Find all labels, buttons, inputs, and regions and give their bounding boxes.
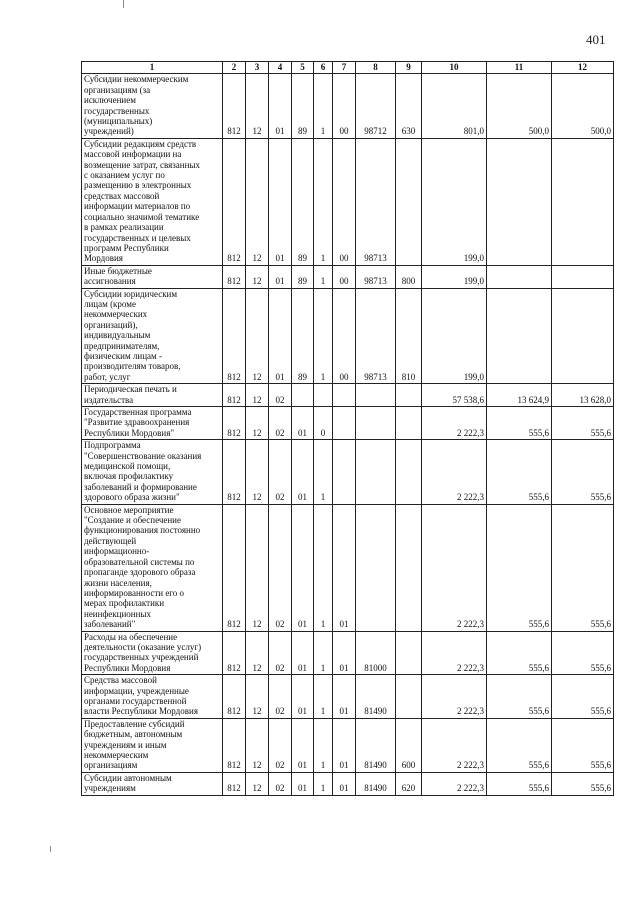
subprogram-code: 1 [314,74,333,138]
program-code: 89 [292,265,314,288]
program-code: 01 [292,718,314,772]
column-header-4: 4 [269,62,292,74]
amount-year-3: 13 628,0 [552,384,614,407]
row-name: Средства массовой информации, учрежденные органами государственной власти Республики Мордовия [82,675,223,719]
admin-code: 812 [223,504,246,631]
subprogram-code: 1 [314,772,333,795]
row-name: Подпрограмма "Совершенствование оказания медицинской помощи, включая профилактику заболеваний и формирование здорового образа жизни" [82,440,223,504]
column-header-2: 2 [223,62,246,74]
amount-year-2: 555,6 [487,407,552,440]
subsection-code: 02 [269,504,292,631]
subsection-code: 02 [269,631,292,675]
table-row [82,440,614,504]
subsection-code: 02 [269,718,292,772]
program-code: 01 [292,407,314,440]
row-name: Государственная программа "Развитие здравоохранения Республики Мордовия" [82,407,223,440]
expense-type-code: 620 [396,772,422,795]
column-header-5: 5 [292,62,314,74]
amount-year-3: 500,0 [552,74,614,138]
amount-year-2 [487,138,552,265]
expense-type-code: 810 [396,288,422,384]
section-code: 12 [246,631,269,675]
column-header-11: 11 [487,62,552,74]
section-code: 12 [246,718,269,772]
admin-code: 812 [223,675,246,719]
amount-year-3: 555,6 [552,504,614,631]
amount-year-2: 555,6 [487,718,552,772]
admin-code: 812 [223,440,246,504]
activity-code: 01 [333,504,356,631]
amount-year-1: 199,0 [422,265,487,288]
amount-year-3 [552,265,614,288]
section-code: 12 [246,265,269,288]
amount-year-2: 500,0 [487,74,552,138]
amount-year-1: 2 222,3 [422,675,487,719]
program-code [292,384,314,407]
amount-year-3: 555,6 [552,772,614,795]
row-name: Субсидии некоммерческим организациям (за исключением государственных (муниципальных) учреждений) [82,74,223,138]
row-name: Основное мероприятие "Создание и обеспечение функционирования постоянно действующей информационно- образовательной системы по пропаганде здорового образа жизни населения, информированности его о мерах профилактики неинфекционных заболеваний" [82,504,223,631]
activity-code: 01 [333,675,356,719]
amount-year-1: 57 538,6 [422,384,487,407]
amount-year-3: 555,6 [552,440,614,504]
scan-speck [50,846,51,852]
row-name: Иные бюджетные ассигнования [82,265,223,288]
table-row [82,138,614,265]
subprogram-code: 1 [314,718,333,772]
activity-code [333,407,356,440]
amount-year-2: 555,6 [487,631,552,675]
program-code: 01 [292,504,314,631]
subsection-code: 01 [269,138,292,265]
program-code: 89 [292,74,314,138]
column-header-7: 7 [333,62,356,74]
subprogram-code: 1 [314,631,333,675]
program-code: 01 [292,631,314,675]
expense-direction-code: 81490 [356,718,396,772]
section-code: 12 [246,675,269,719]
subprogram-code: 1 [314,288,333,384]
activity-code: 00 [333,265,356,288]
program-code: 01 [292,675,314,719]
subsection-code: 01 [269,288,292,384]
expense-direction-code: 98713 [356,138,396,265]
section-code: 12 [246,407,269,440]
table-row [82,265,614,288]
expense-type-code [396,631,422,675]
row-name: Субсидии автономным учреждениям [82,772,223,795]
table-row [82,504,614,631]
subsection-code: 01 [269,74,292,138]
admin-code: 812 [223,718,246,772]
activity-code [333,384,356,407]
amount-year-1: 2 222,3 [422,631,487,675]
expense-direction-code [356,407,396,440]
admin-code: 812 [223,384,246,407]
table-row [82,718,614,772]
expense-direction-code: 81490 [356,772,396,795]
expense-direction-code: 98713 [356,265,396,288]
table-row [82,384,614,407]
admin-code: 812 [223,288,246,384]
section-code: 12 [246,288,269,384]
amount-year-2: 555,6 [487,504,552,631]
column-header-3: 3 [246,62,269,74]
expense-type-code: 800 [396,265,422,288]
amount-year-2: 555,6 [487,440,552,504]
table-row [82,772,614,795]
activity-code: 01 [333,631,356,675]
amount-year-3 [552,138,614,265]
table-row [82,675,614,719]
section-code: 12 [246,138,269,265]
budget-table [81,61,614,796]
expense-type-code [396,440,422,504]
admin-code: 812 [223,772,246,795]
expense-direction-code: 81000 [356,631,396,675]
scan-speck [123,0,124,8]
section-code: 12 [246,772,269,795]
amount-year-3: 555,6 [552,675,614,719]
row-name: Периодическая печать и издательства [82,384,223,407]
row-name: Субсидии юридическим лицам (кроме некоммерческих организаций), индивидуальным предпринимателям, физическим лицам - производителям товаров, работ, услуг [82,288,223,384]
admin-code: 812 [223,265,246,288]
column-header-6: 6 [314,62,333,74]
table-row [82,407,614,440]
activity-code: 00 [333,138,356,265]
subprogram-code: 1 [314,138,333,265]
row-name: Расходы на обеспечение деятельности (оказание услуг) государственных учреждений Республики Мордовия [82,631,223,675]
expense-type-code: 630 [396,74,422,138]
table-row [82,631,614,675]
expense-direction-code: 98713 [356,288,396,384]
subsection-code: 02 [269,675,292,719]
expense-type-code [396,384,422,407]
activity-code: 01 [333,718,356,772]
amount-year-1: 2 222,3 [422,772,487,795]
program-code: 01 [292,440,314,504]
activity-code: 00 [333,74,356,138]
activity-code [333,440,356,504]
activity-code: 01 [333,772,356,795]
expense-direction-code [356,440,396,504]
program-code: 89 [292,138,314,265]
amount-year-1: 2 222,3 [422,718,487,772]
subsection-code: 02 [269,407,292,440]
amount-year-3 [552,288,614,384]
subsection-code: 02 [269,772,292,795]
amount-year-1: 199,0 [422,138,487,265]
column-header-10: 10 [422,62,487,74]
expense-type-code [396,675,422,719]
amount-year-1: 2 222,3 [422,440,487,504]
section-code: 12 [246,384,269,407]
admin-code: 812 [223,138,246,265]
amount-year-3: 555,6 [552,631,614,675]
row-name: Предоставление субсидий бюджетным, автономным учреждениям и иным некоммерческим организациям [82,718,223,772]
subprogram-code: 1 [314,440,333,504]
subsection-code: 02 [269,440,292,504]
subprogram-code [314,384,333,407]
amount-year-2 [487,288,552,384]
amount-year-2: 555,6 [487,772,552,795]
column-header-9: 9 [396,62,422,74]
section-code: 12 [246,504,269,631]
activity-code: 00 [333,288,356,384]
amount-year-2: 13 624,9 [487,384,552,407]
expense-type-code [396,138,422,265]
subprogram-code: 1 [314,675,333,719]
admin-code: 812 [223,407,246,440]
expense-type-code [396,504,422,631]
header-row [82,62,614,74]
amount-year-1: 801,0 [422,74,487,138]
program-code: 01 [292,772,314,795]
subprogram-code: 0 [314,407,333,440]
amount-year-2 [487,265,552,288]
program-code: 89 [292,288,314,384]
expense-type-code [396,407,422,440]
table-row [82,74,614,138]
amount-year-1: 2 222,3 [422,407,487,440]
amount-year-1: 2 222,3 [422,504,487,631]
table-body [82,74,614,795]
subprogram-code: 1 [314,504,333,631]
amount-year-2: 555,6 [487,675,552,719]
expense-direction-code [356,384,396,407]
expense-type-code: 600 [396,718,422,772]
expense-direction-code: 81490 [356,675,396,719]
subsection-code: 01 [269,265,292,288]
amount-year-1: 199,0 [422,288,487,384]
admin-code: 812 [223,631,246,675]
expense-direction-code: 98712 [356,74,396,138]
amount-year-3: 555,6 [552,718,614,772]
subsection-code: 02 [269,384,292,407]
expense-direction-code [356,504,396,631]
row-name: Субсидии редакциям средств массовой информации на возмещение затрат, связанных с оказанием услуг по размещению в электронных средствах массовой информации материалов по социально значимой тематике в рамках реализации государственных и целевых программ Республики Мордовия [82,138,223,265]
column-header-1: 1 [82,62,223,74]
section-code: 12 [246,74,269,138]
section-code: 12 [246,440,269,504]
table-row [82,288,614,384]
admin-code: 812 [223,74,246,138]
column-header-12: 12 [552,62,614,74]
page-number: 401 [586,32,606,47]
column-header-8: 8 [356,62,396,74]
subprogram-code: 1 [314,265,333,288]
amount-year-3: 555,6 [552,407,614,440]
